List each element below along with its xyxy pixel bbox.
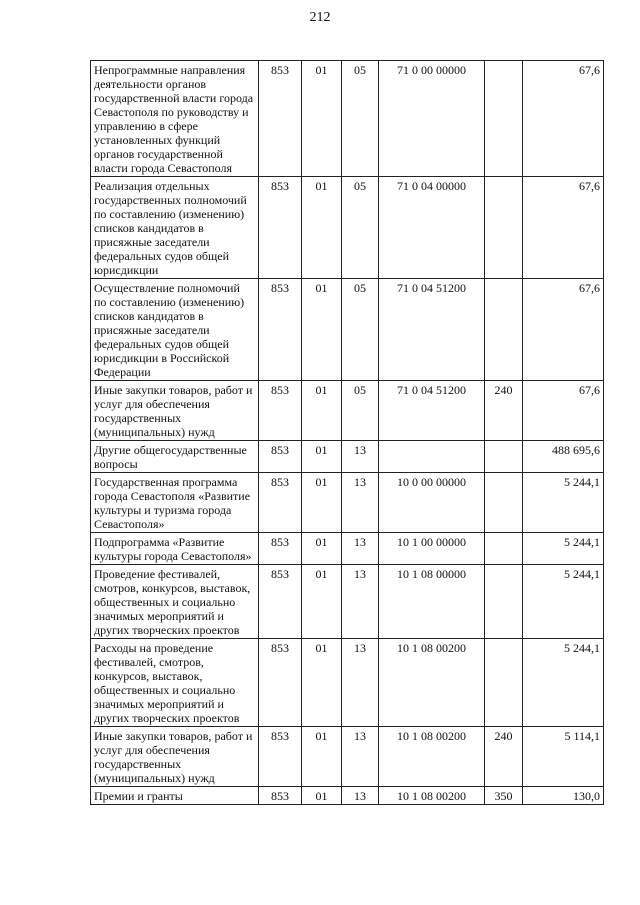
row-vr — [485, 441, 523, 473]
row-pr: 13 — [342, 727, 379, 787]
row-name: Реализация отдельных государственных полномочий по составлению (изменению) списков кандидатов в присяжные заседатели федеральных судов общей юрисдикции — [91, 177, 259, 279]
row-name: Проведение фестивалей, смотров, конкурсов, выставок, общественных и социально значимых мероприятий и других творческих проектов — [91, 565, 259, 639]
row-vr — [485, 565, 523, 639]
row-ved: 853 — [259, 565, 302, 639]
row-csr: 71 0 04 00000 — [379, 177, 485, 279]
row-pr: 05 — [342, 279, 379, 381]
row-ved: 853 — [259, 441, 302, 473]
row-sum: 488 695,6 — [523, 441, 604, 473]
row-name: Иные закупки товаров, работ и услуг для обеспечения государственных (муниципальных) нужд — [91, 381, 259, 441]
row-pr: 13 — [342, 787, 379, 805]
table-row — [91, 639, 604, 727]
row-ved: 853 — [259, 787, 302, 805]
row-pr: 05 — [342, 381, 379, 441]
row-sum: 5 244,1 — [523, 473, 604, 533]
row-pr: 13 — [342, 533, 379, 565]
table-row — [91, 279, 604, 381]
table-row — [91, 565, 604, 639]
row-rz: 01 — [302, 639, 342, 727]
row-vr — [485, 533, 523, 565]
row-sum: 67,6 — [523, 279, 604, 381]
row-ved: 853 — [259, 61, 302, 177]
row-rz: 01 — [302, 473, 342, 533]
row-sum: 130,0 — [523, 787, 604, 805]
row-vr — [485, 639, 523, 727]
row-name: Непрограммные направления деятельности органов государственной власти города Севастополя по руководству и управлению в сфере установленных функций органов государственной власти города Севастополя — [91, 61, 259, 177]
row-vr: 350 — [485, 787, 523, 805]
row-csr: 10 0 00 00000 — [379, 473, 485, 533]
row-vr — [485, 279, 523, 381]
table-row — [91, 177, 604, 279]
table-row — [91, 381, 604, 441]
row-vr — [485, 473, 523, 533]
row-vr — [485, 61, 523, 177]
table-row — [91, 533, 604, 565]
row-ved: 853 — [259, 381, 302, 441]
table-row — [91, 787, 604, 805]
row-csr: 71 0 04 51200 — [379, 279, 485, 381]
table-row — [91, 441, 604, 473]
row-pr: 13 — [342, 565, 379, 639]
row-rz: 01 — [302, 279, 342, 381]
row-name: Премии и гранты — [91, 787, 259, 805]
row-vr — [485, 177, 523, 279]
row-csr: 10 1 08 00200 — [379, 639, 485, 727]
row-sum: 5 244,1 — [523, 565, 604, 639]
row-name: Государственная программа города Севастополя «Развитие культуры и туризма города Севастополя» — [91, 473, 259, 533]
row-rz: 01 — [302, 61, 342, 177]
row-name: Подпрограмма «Развитие культуры города Севастополя» — [91, 533, 259, 565]
row-ved: 853 — [259, 473, 302, 533]
row-sum: 67,6 — [523, 177, 604, 279]
table-row — [91, 61, 604, 177]
row-name: Осуществление полномочий по составлению (изменению) списков кандидатов в присяжные заседатели федеральных судов общей юрисдикции в Российской Федерации — [91, 279, 259, 381]
row-ved: 853 — [259, 727, 302, 787]
row-csr — [379, 441, 485, 473]
row-name: Иные закупки товаров, работ и услуг для обеспечения государственных (муниципальных) нужд — [91, 727, 259, 787]
row-csr: 10 1 08 00200 — [379, 787, 485, 805]
row-csr: 10 1 00 00000 — [379, 533, 485, 565]
row-ved: 853 — [259, 533, 302, 565]
row-name: Расходы на проведение фестивалей, смотров, конкурсов, выставок, общественных и социально значимых мероприятий и других творческих проектов — [91, 639, 259, 727]
row-sum: 5 244,1 — [523, 533, 604, 565]
row-rz: 01 — [302, 177, 342, 279]
row-rz: 01 — [302, 441, 342, 473]
row-rz: 01 — [302, 565, 342, 639]
row-ved: 853 — [259, 279, 302, 381]
row-sum: 67,6 — [523, 381, 604, 441]
row-sum: 5 244,1 — [523, 639, 604, 727]
row-ved: 853 — [259, 177, 302, 279]
row-rz: 01 — [302, 533, 342, 565]
page-number: 212 — [309, 10, 331, 25]
row-rz: 01 — [302, 787, 342, 805]
table-row — [91, 727, 604, 787]
row-csr: 10 1 08 00000 — [379, 565, 485, 639]
row-pr: 13 — [342, 639, 379, 727]
row-rz: 01 — [302, 381, 342, 441]
row-pr: 13 — [342, 473, 379, 533]
row-pr: 13 — [342, 441, 379, 473]
row-name: Другие общегосударственные вопросы — [91, 441, 259, 473]
row-csr: 10 1 08 00200 — [379, 727, 485, 787]
table-row — [91, 473, 604, 533]
row-csr: 71 0 00 00000 — [379, 61, 485, 177]
row-sum: 5 114,1 — [523, 727, 604, 787]
row-vr: 240 — [485, 381, 523, 441]
row-sum: 67,6 — [523, 61, 604, 177]
row-pr: 05 — [342, 61, 379, 177]
row-pr: 05 — [342, 177, 379, 279]
budget-table — [90, 60, 604, 805]
row-vr: 240 — [485, 727, 523, 787]
row-csr: 71 0 04 51200 — [379, 381, 485, 441]
row-ved: 853 — [259, 639, 302, 727]
row-rz: 01 — [302, 727, 342, 787]
